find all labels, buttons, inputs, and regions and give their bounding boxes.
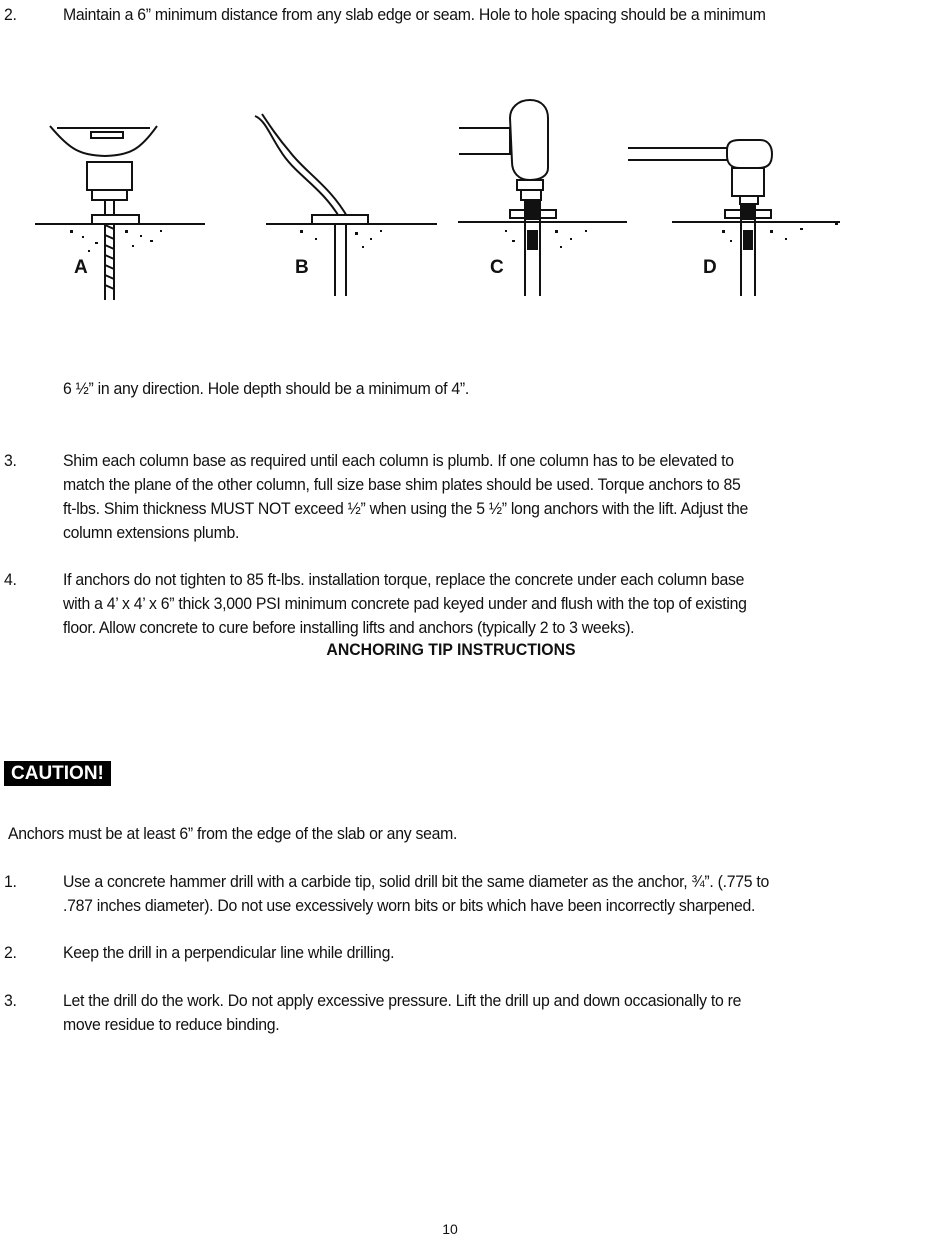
tip-3-line: Let the drill do the work. Do not apply excessive pressure. Lift the drill up and down occasionally to re bbox=[63, 991, 742, 1010]
panel-c-anchor-nut bbox=[525, 200, 540, 220]
panel-a-drill-illustration bbox=[35, 126, 205, 300]
step-4-number: 4. bbox=[4, 570, 17, 589]
panel-d-concrete-dots bbox=[722, 222, 838, 242]
panel-label-b: B bbox=[295, 257, 309, 278]
panel-label-a: A bbox=[74, 257, 88, 278]
step-2-number: 2. bbox=[4, 5, 17, 24]
step-3-number: 3. bbox=[4, 451, 17, 470]
step-3-line: Shim each column base as required until each column is plumb. If one column has to be elevated to bbox=[63, 451, 734, 470]
tip-2-number: 2. bbox=[4, 943, 17, 962]
tip-1-text bbox=[63, 870, 886, 918]
step-4-text bbox=[63, 568, 886, 640]
panel-b-concrete-dots bbox=[300, 230, 382, 248]
panel-d-anchor-nut bbox=[741, 204, 755, 220]
step-2-text-line-2: 6 ½” in any direction. Hole depth should be a minimum of 4”. bbox=[63, 379, 469, 398]
step-4-line: floor. Allow concrete to cure before installing lifts and anchors (typically 2 to 3 weeks). bbox=[63, 618, 635, 637]
tip-2-text bbox=[63, 941, 886, 965]
step-3-line: column extensions plumb. bbox=[63, 523, 240, 542]
panel-a-concrete-dots bbox=[70, 230, 162, 252]
caution-text: Anchors must be at least 6” from the edge of the slab or any seam. bbox=[8, 824, 458, 843]
tip-3-number: 3. bbox=[4, 991, 17, 1010]
anchoring-steps-figure bbox=[0, 90, 860, 315]
tip-3-text bbox=[63, 989, 886, 1037]
panel-c-hammer-illustration bbox=[458, 100, 627, 296]
panel-c-anchor-sleeve bbox=[527, 230, 538, 250]
tip-1-line: .787 inches diameter). Do not use excessively worn bits or bits which have been incorrectly sharpened. bbox=[63, 896, 756, 915]
caution-label: CAUTION! bbox=[4, 761, 111, 786]
panel-b-blowout-illustration bbox=[255, 114, 437, 296]
panel-label-d: D bbox=[703, 257, 717, 278]
anchoring-tip-heading: ANCHORING TIP INSTRUCTIONS bbox=[326, 640, 576, 659]
tip-1-number: 1. bbox=[4, 872, 17, 891]
tip-1-line: Use a concrete hammer drill with a carbide tip, solid drill bit the same diameter as the anchor, ¾”. (.775 to bbox=[63, 872, 769, 891]
tip-3-line: move residue to reduce binding. bbox=[63, 1015, 280, 1034]
panel-label-c: C bbox=[490, 257, 504, 278]
panel-d-anchor-sleeve bbox=[743, 230, 753, 250]
step-3-line: match the plane of the other column, full size base shim plates should be used. Torque anchors to 85 bbox=[63, 475, 741, 494]
step-3-text bbox=[63, 449, 886, 545]
page-number: 10 bbox=[442, 1221, 458, 1237]
step-3-line: ft-lbs. Shim thickness MUST NOT exceed ½” when using the 5 ½” long anchors with the lift. Adjust the bbox=[63, 499, 749, 518]
step-4-line: with a 4’ x 4’ x 6” thick 3,000 PSI minimum concrete pad keyed under and flush with the top of existing bbox=[63, 594, 747, 613]
step-4-line: If anchors do not tighten to 85 ft-lbs. installation torque, replace the concrete under each column base bbox=[63, 570, 745, 589]
tip-2-line: Keep the drill in a perpendicular line while drilling. bbox=[63, 943, 395, 962]
panel-d-torque-wrench-illustration bbox=[628, 140, 840, 296]
step-2-text-line-1: Maintain a 6” minimum distance from any slab edge or seam. Hole to hole spacing should be a minimum bbox=[63, 5, 766, 24]
panel-c-concrete-dots bbox=[505, 230, 587, 248]
